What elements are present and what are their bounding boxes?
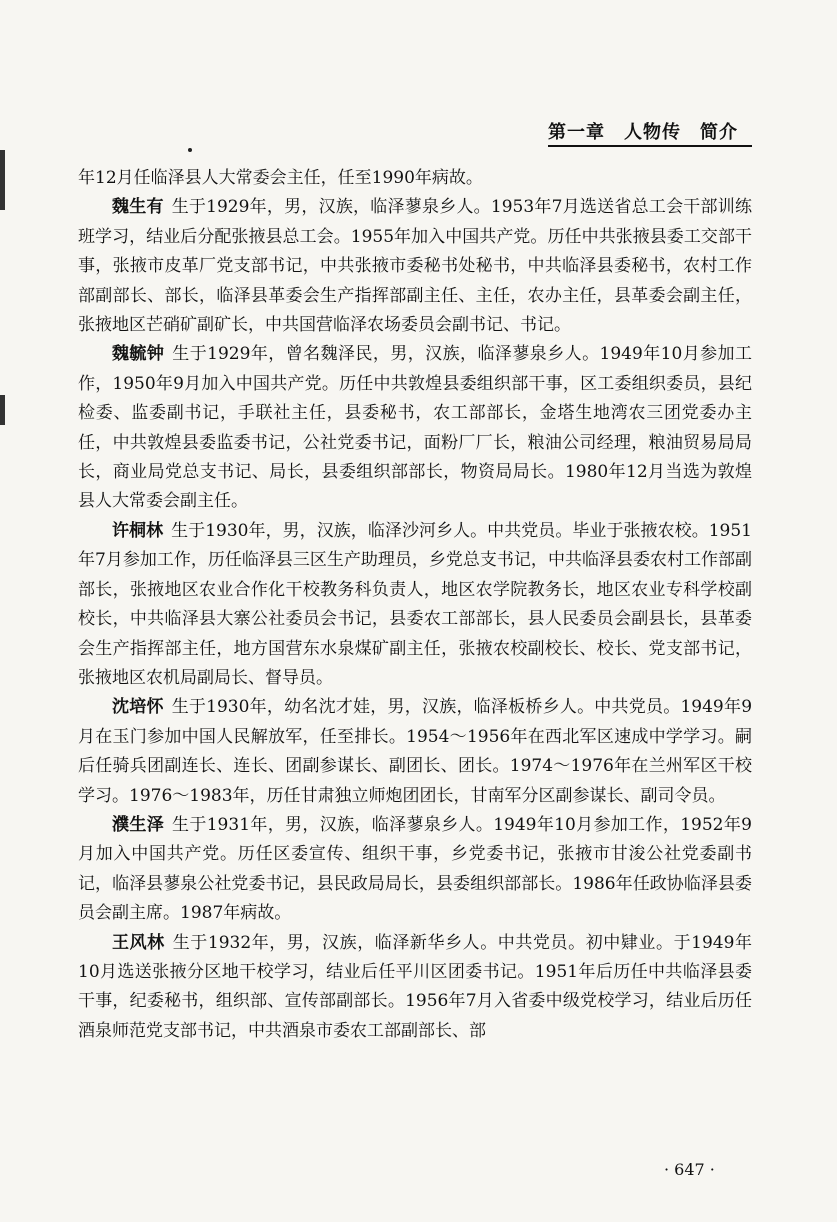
paragraph	[78, 164, 752, 193]
biography-text: 生于1929年，男，汉族，临泽蓼泉乡人。1953年7月选送省总工会干部训练班学习，结业后分配张掖县总工会。1955年加入中国共产党。历任中共张掖县委工交部干事，张掖市皮革厂党支部书记，中共张掖市委秘书处秘书，中共临泽县委秘书，农村工作部副部长、部长，临泽县革委会生产指挥部副主任、主任，农办主任，县革委会副主任，张掖地区芒硝矿副矿长，中共国营临泽农场委员会副书记、书记。	[78, 197, 753, 336]
binding-mark	[0, 150, 5, 210]
biography-entry	[78, 517, 752, 693]
person-name: 许桐林	[112, 520, 164, 541]
biography-entry	[78, 929, 752, 1047]
biography-entry	[78, 693, 752, 811]
person-name: 王风林	[112, 932, 165, 953]
person-name: 魏生有	[112, 197, 164, 218]
biography-text: 生于1930年，幼名沈才娃，男，汉族，临泽板桥乡人。中共党员。1949年9月在玉门参加中国人民解放军，任至排长。1954～1956年在西北军区速成中学学习。嗣后任骑兵团副连长、连长、团副参谋长、副团长、团长。1974～1976年在兰州军区干校学习。1976～1983年，历任甘肃独立师炮团团长，甘南军分区副参谋长、副司令员。	[78, 697, 753, 806]
biography-text: 生于1931年，男，汉族，临泽蓼泉乡人。1949年10月参加工作，1952年9月加入中国共产党。历任区委宣传、组织干事，乡党委书记，张掖市甘浚公社党委副书记，临泽县蓼泉公社党委书记，县民政局局长，县委组织部部长。1986年任政协临泽县委员会副主席。1987年病故。	[78, 814, 752, 924]
person-name: 濮生泽	[112, 814, 165, 835]
speck	[188, 148, 192, 152]
paragraph-text: 年12月任临泽县人大常委会主任，任至1990年病故。	[78, 168, 483, 188]
person-name: 魏毓钟	[112, 344, 165, 365]
biography-entry	[78, 811, 752, 929]
binding-mark	[0, 395, 5, 425]
biography-entry	[78, 340, 752, 516]
body-text	[78, 164, 752, 1046]
person-name: 沈培怀	[112, 697, 164, 718]
biography-text: 生于1932年，男，汉族，临泽新华乡人。中共党员。初中肄业。于1949年10月选送张掖分区地干校学习，结业后任平川区团委书记。1951年后历任中共临泽县委干事，纪委秘书，组织部、宣传部副部长。1956年7月入省委中级党校学习，结业后历任酒泉师范党支部书记，中共酒泉市委农工部副部长、部	[78, 932, 752, 1041]
header-rule	[548, 145, 752, 147]
biography-text: 生于1929年，曾名魏泽民，男，汉族，临泽蓼泉乡人。1949年10月参加工作，1950年9月加入中国共产党。历任中共敦煌县委组织部干事，区工委组织委员，县纪检委、监委副书记，手联社主任，县委秘书，农工部部长，金塔生地湾农三团党委办主任，中共敦煌县委监委书记，公社党委书记，面粉厂厂长，粮油公司经理，粮油贸易局局长，商业局党总支书记、局长，县委组织部部长，物资局局长。1980年12月当选为敦煌县人大常委会副主任。	[78, 344, 752, 512]
page-number: · 647 ·	[664, 1160, 715, 1179]
biography-text: 生于1930年，男，汉族，临泽沙河乡人。中共党员。毕业于张掖农校。1951年7月参加工作，历任临泽县三区生产助理员，乡党总支书记，中共临泽县委农村工作部副部长，张掖地区农业合作化干校教务科负责人，地区农学院教务长，地区农业专科学校副校长，中共临泽县大寨公社委员会书记，县委农工部部长，县人民委员会副县长，县革委会生产指挥部主任，地方国营东水泉煤矿副主任，张掖农校副校长、校长、党支部书记，张掖地区农机局副局长、督导员。	[78, 520, 753, 688]
running-header: 第一章 人物传 简介	[548, 122, 738, 143]
biography-entry	[78, 193, 752, 340]
